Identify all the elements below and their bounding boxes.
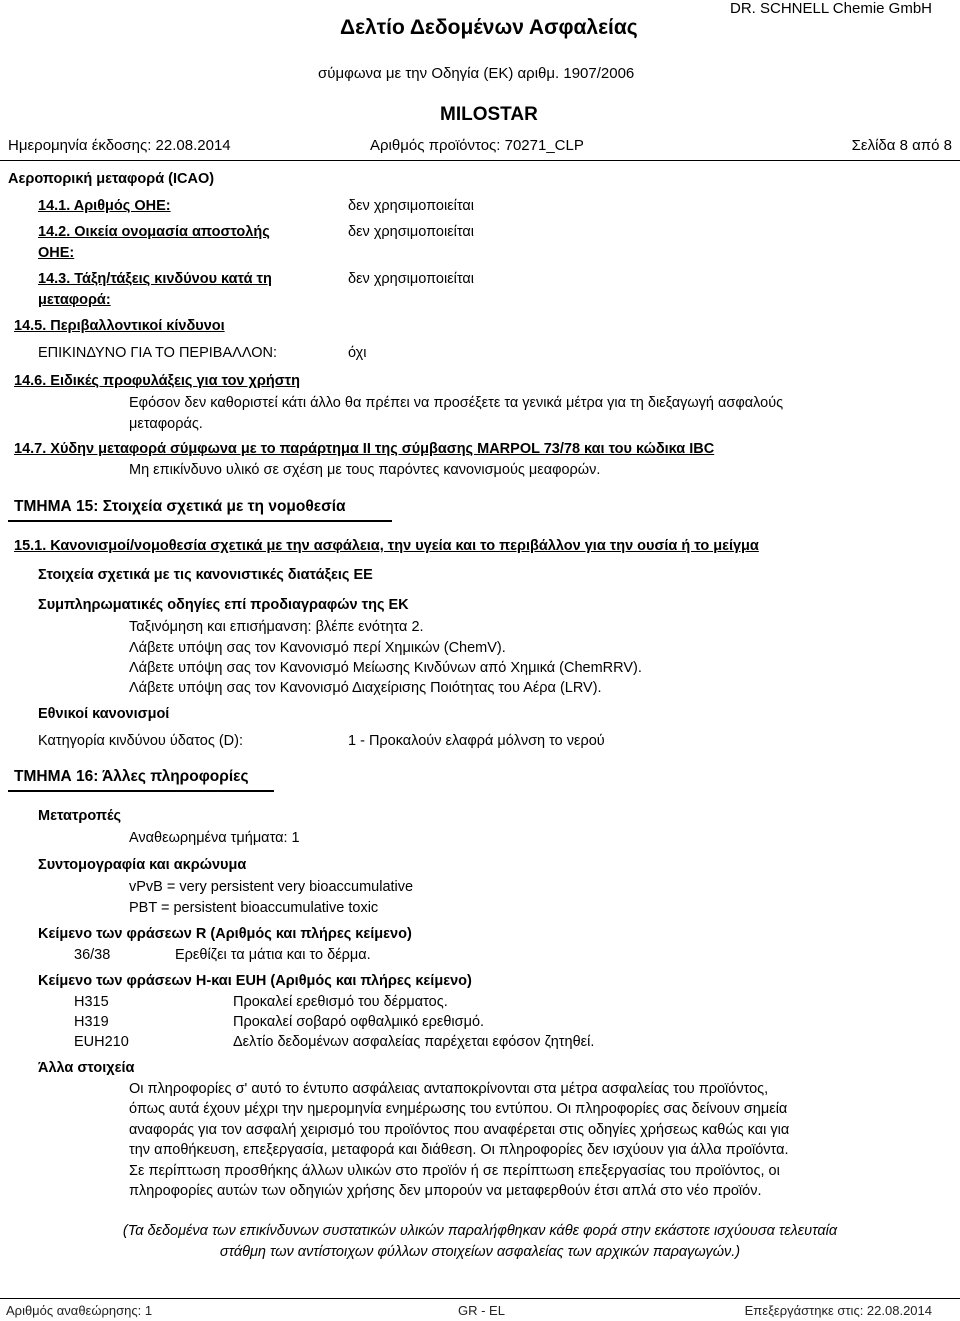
- changes-title: Μετατροπές: [38, 808, 122, 824]
- national-regulations-title: Εθνικοί κανονισμοί: [38, 706, 170, 722]
- h-phrase-code: EUH210: [74, 1034, 129, 1050]
- r-phrases-title: Κείμενο των φράσεων R (Αριθμός και πλήρες κείμενο): [38, 926, 412, 942]
- h-phrase-text: Προκαλεί ερεθισμό του δέρματος.: [233, 994, 448, 1010]
- issue-date: Ημερομηνία έκδοσης: 22.08.2014: [8, 137, 231, 154]
- un-number-label: 14.1. Αριθμός ΟΗΕ:: [38, 198, 171, 214]
- r-phrase-code: 36/38: [74, 947, 111, 963]
- other-info-line: την αποθήκευση, επεξεργασία, μεταφορά και διάθεση. Οι πληροφορίες δεν ισχύουν για άλλα προϊόντα.: [129, 1142, 789, 1158]
- hazard-class-value: δεν χρησιμοποιείται: [348, 271, 475, 287]
- section-16-title: ΤΜΗΜΑ 16: Άλλες πληροφορίες: [14, 768, 249, 785]
- supplementary-line: Λάβετε υπόψη σας τον Κανονισμό Μείωσης Κινδύνων από Χημικά (ChemRRV).: [129, 660, 642, 676]
- air-transport-title: Αεροπορική μεταφορά (ICAO): [8, 171, 215, 187]
- other-info-line: πληροφορίες αυτών των οδηγιών χρήσης δεν μπορούν να μεταφερθούν έτσι απλά στο νέο προϊόν.: [129, 1183, 762, 1199]
- shipping-name-label: 14.2. Οικεία ονομασία αποστολής: [38, 224, 270, 240]
- h-phrase-text: Δελτίο δεδομένων ασφαλείας παρέχεται εφόσον ζητηθεί.: [233, 1034, 595, 1050]
- bulk-transport-text: Μη επικίνδυνο υλικό σε σχέση με τους παρόντες κανονισμούς μεαφορών.: [129, 462, 601, 478]
- product-number: Αριθμός προϊόντος: 70271_CLP: [370, 137, 584, 154]
- other-info-title: Άλλα στοιχεία: [38, 1060, 135, 1076]
- shipping-name-value: δεν χρησιμοποιείται: [348, 224, 475, 240]
- changes-text: Αναθεωρημένα τμήματα: 1: [129, 830, 300, 846]
- supplementary-line: Λάβετε υπόψη σας τον Κανονισμό Διαχείρισης Ποιότητας του Αέρα (LRV).: [129, 680, 602, 696]
- company-name: DR. SCHNELL Chemie GmbH: [730, 0, 932, 17]
- hazard-class-label-cont: μεταφορά:: [38, 292, 111, 308]
- other-info-line: αναφοράς για τον ασφαλή χειρισμό του προϊόντος που αναφέρεται στις οδηγίες χρήσεως καθώς και για: [129, 1122, 790, 1138]
- other-info-line: Οι πληροφορίες σ' αυτό το έντυπο ασφάλειας ανταποκρίνονται στα μέτρα ασφαλείας του προϊόντος,: [129, 1081, 769, 1097]
- supplementary-line: Ταξινόμηση και επισήμανση: βλέπε ενότητα 2.: [129, 619, 424, 635]
- h-phrase-code: H315: [74, 994, 109, 1010]
- section-15-title: ΤΜΗΜΑ 15: Στοιχεία σχετικά με τη νομοθεσία: [14, 498, 346, 515]
- bulk-transport-label: 14.7. Χύδην μεταφορά σύμφωνα με το παράρτημα II της σύμβασης MARPOL 73/78 και του κώδικα IBC: [14, 441, 715, 457]
- special-precautions-text: Εφόσον δεν καθοριστεί κάτι άλλο θα πρέπει να προσέξετε τα γενικά μέτρα για τη διεξαγωγή ασφαλούς: [129, 395, 784, 411]
- special-precautions-label: 14.6. Ειδικές προφυλάξεις για τον χρήστη: [14, 373, 300, 389]
- other-info-line: Σε περίπτωση προσθήκης άλλων υλικών στο προϊόν ή σε περίπτωση επεξεργασίας του προϊόντος, οι: [129, 1163, 780, 1179]
- processed-date: Επεξεργάστηκε στις: 22.08.2014: [744, 1303, 932, 1318]
- revision-number: Αριθμός αναθεώρησης: 1: [6, 1303, 153, 1318]
- header-divider: [0, 160, 960, 161]
- regulation-reference: σύμφωνα με την Οδηγία (ΕΚ) αριθμ. 1907/2006: [318, 65, 635, 82]
- supplementary-title: Συμπληρωματικές οδηγίες επί προδιαγραφών της ΕΚ: [38, 597, 409, 613]
- water-hazard-value: 1 - Προκαλούν ελαφρά μόλνση το νερού: [348, 733, 605, 749]
- shipping-name-label-cont: ΟΗΕ:: [38, 245, 75, 261]
- section-16-underline: [8, 790, 274, 792]
- water-hazard-label: Κατηγορία κινδύνου ύδατος (D):: [38, 733, 244, 749]
- abbreviation-line: PBT = persistent bioaccumulative toxic: [129, 900, 379, 916]
- r-phrase-text: Ερεθίζει τα μάτια και το δέρμα.: [175, 947, 371, 963]
- language-code: GR - EL: [458, 1303, 505, 1318]
- document-title: Δελτίο Δεδομένων Ασφαλείας: [340, 16, 638, 39]
- product-name: MILOSTAR: [440, 104, 538, 125]
- regulations-subtitle: 15.1. Κανονισμοί/νομοθεσία σχετικά με την ασφάλεια, την υγεία και το περιβάλλον για την ουσία ή το μείγμα: [14, 538, 759, 554]
- un-number-value: δεν χρησιμοποιείται: [348, 198, 475, 214]
- section-15-underline: [8, 520, 392, 522]
- hazard-class-label: 14.3. Τάξη/τάξεις κινδύνου κατά τη: [38, 271, 272, 287]
- other-info-line: όπως αυτά έχουν μέχρι την ημερομηνία ενημέρωσης του εντύπου. Οι πληροφορίες σας δείνουν σημεία: [129, 1101, 788, 1117]
- footer-divider: [0, 1298, 960, 1299]
- eu-regulations-title: Στοιχεία σχετικά με τις κανονιστικές διατάξεις ΕΕ: [38, 567, 373, 583]
- supplier-note: (Τα δεδομένα των επικίνδυνων συστατικών υλικών παραλήφθηκαν κάθε φορά στην εκάστοτε ισχύουσα τελευταία: [122, 1223, 838, 1239]
- h-phrases-title: Κείμενο των φράσεων H-και EUH (Αριθμός και πλήρες κείμενο): [38, 973, 472, 989]
- page-number: Σελίδα 8 από 8: [851, 137, 952, 154]
- abbreviation-line: vPvB = very persistent very bioaccumulative: [129, 879, 414, 895]
- supplier-note-cont: στάθμη των αντίστοιχων φύλλων στοιχείων ασφαλείας των αρχικών παραγωγών.): [219, 1244, 741, 1260]
- special-precautions-text-cont: μεταφοράς.: [129, 416, 203, 432]
- abbreviations-title: Συντομογραφία και ακρώνυμα: [38, 857, 247, 873]
- env-hazard-label: ΕΠΙΚΙΝΔΥΝΟ ΓΙΑ ΤΟ ΠΕΡΙΒΑΛΛΟΝ:: [38, 345, 277, 361]
- h-phrase-text: Προκαλεί σοβαρό οφθαλμικό ερεθισμό.: [233, 1014, 485, 1030]
- supplementary-line: Λάβετε υπόψη σας τον Κανονισμό περί Χημικών (ChemV).: [129, 640, 506, 656]
- env-hazard-value: όχι: [348, 345, 367, 361]
- h-phrase-code: H319: [74, 1014, 109, 1030]
- environmental-hazards-label: 14.5. Περιβαλλοντικοί κίνδυνοι: [14, 318, 225, 334]
